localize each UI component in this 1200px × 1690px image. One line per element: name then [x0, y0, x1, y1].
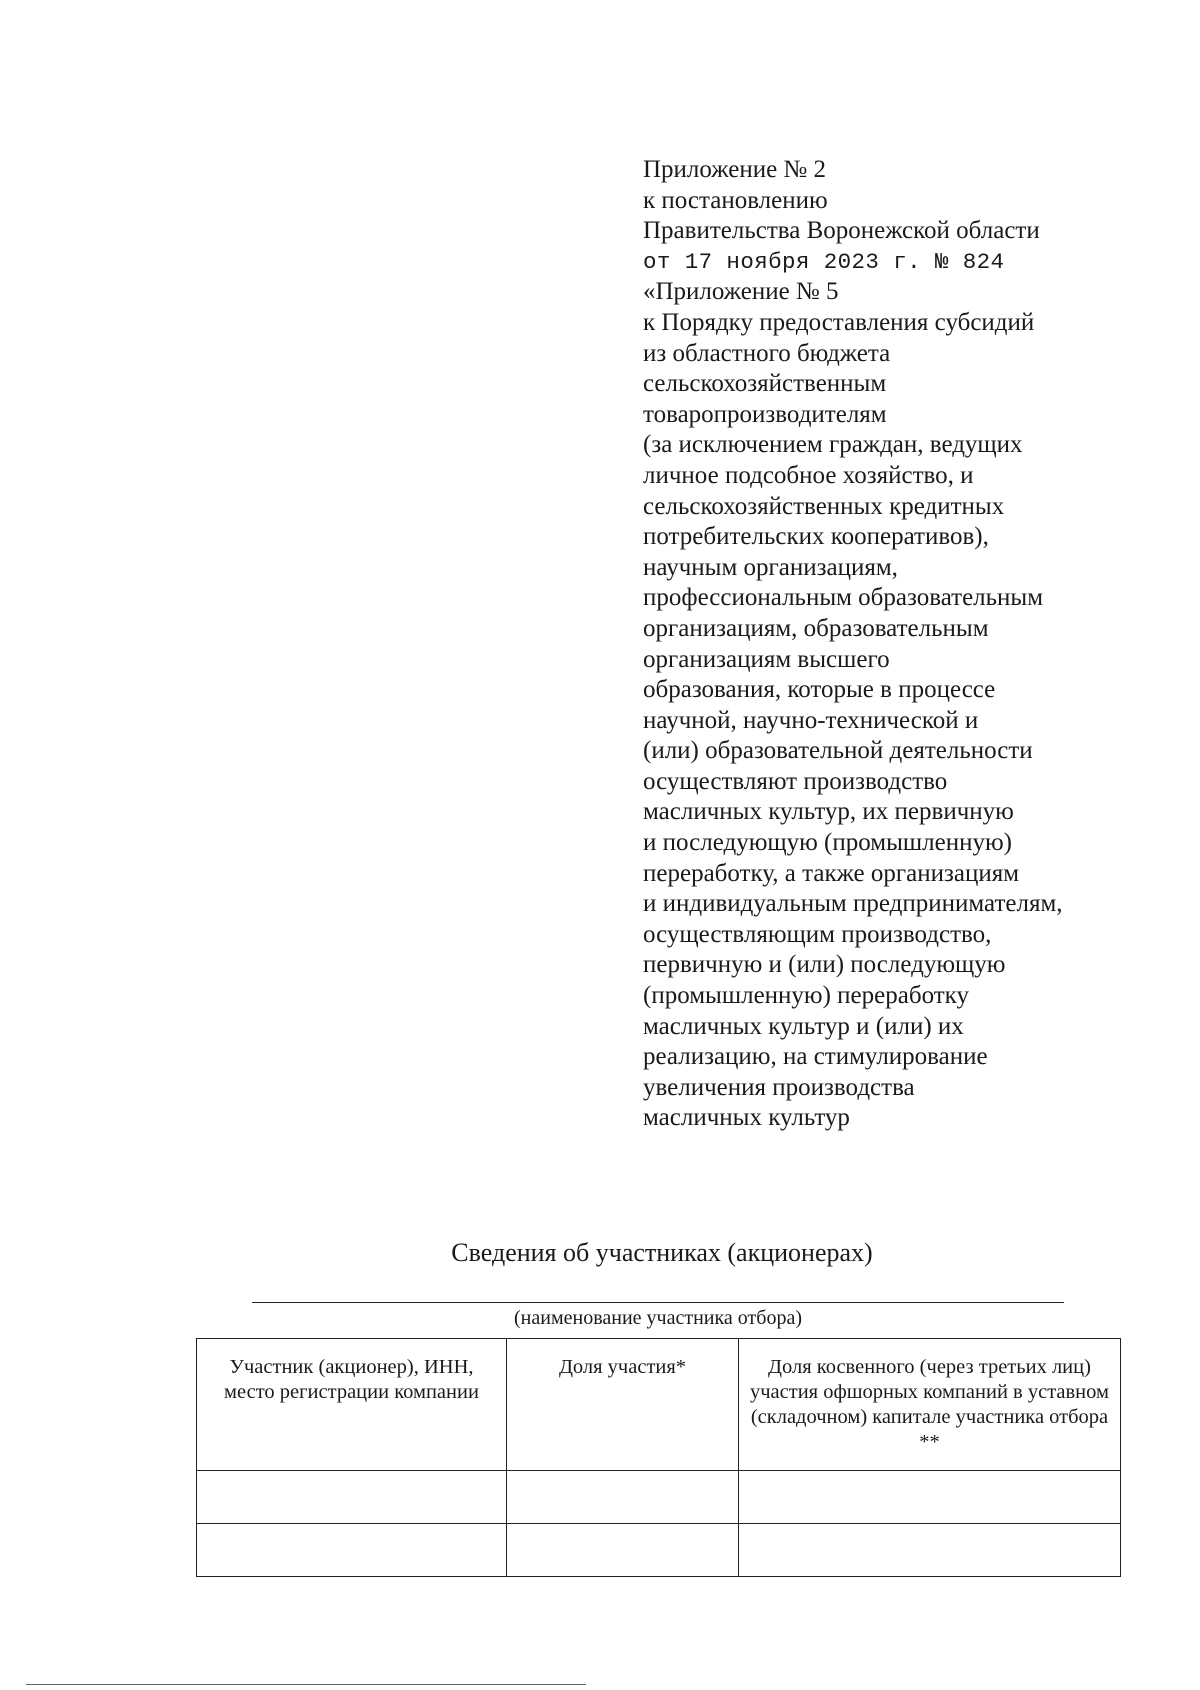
table-cell	[197, 1471, 507, 1524]
appendix-line: (промышленную) переработку	[643, 982, 969, 1010]
appendix-line: осуществляют производство	[643, 767, 948, 795]
document-title: Сведения об участниках (акционерах)	[451, 1238, 873, 1267]
appendix-line: профессиональным образовательным	[643, 584, 1044, 612]
appendix-line: к постановлению	[643, 186, 828, 214]
appendix-line: Приложение № 2	[643, 156, 827, 183]
appendix-line: и индивидуальным предпринимателям,	[643, 890, 1063, 918]
participant-name-underline	[252, 1302, 1064, 1303]
appendix-line: сельскохозяйственных кредитных	[643, 492, 1005, 520]
column-header-participant: Участник (акционер), ИНН, место регистрации компании	[197, 1339, 507, 1471]
appendix-line: к Порядку предоставления субсидий	[643, 308, 1035, 336]
appendix-line: масличных культур	[643, 1104, 850, 1132]
appendix-line: личное подсобное хозяйство, и	[643, 461, 974, 489]
appendix-line: сельскохозяйственным	[643, 370, 887, 398]
appendix-line: образования, которые в процессе	[643, 676, 996, 704]
appendix-line: организациям высшего	[643, 645, 890, 673]
appendix-line: осуществляющим производство,	[643, 920, 992, 948]
appendix-line: научным организациям,	[643, 553, 898, 581]
appendix-line: организациям, образовательным	[643, 614, 989, 642]
appendix-line: масличных культур, их первичную	[643, 798, 1014, 826]
appendix-line: увеличения производства	[643, 1073, 915, 1101]
table-cell	[739, 1471, 1121, 1524]
appendix-line: Правительства Воронежской области	[643, 217, 1040, 245]
appendix-line: (за исключением граждан, ведущих	[643, 431, 1023, 459]
participant-name-caption: (наименование участника отбора)	[514, 1307, 802, 1329]
appendix-line: реализацию, на стимулирование	[643, 1043, 988, 1071]
appendix-line: переработку, а также организациям	[643, 859, 1020, 887]
table-cell	[507, 1471, 739, 1524]
appendix-header	[643, 155, 1163, 1134]
appendix-line: товаропроизводителям	[643, 400, 887, 428]
appendix-line: (или) образовательной деятельности	[643, 737, 1033, 765]
table-cell	[507, 1524, 739, 1577]
appendix-line: потребительских кооперативов),	[643, 523, 989, 551]
appendix-line: из областного бюджета	[643, 339, 891, 367]
appendix-line: «Приложение № 5	[643, 278, 839, 306]
column-header-offshore-share: Доля косвенного (через третьих лиц) участия офшорных компаний в уставном (складочном) капитале участника отбора **	[739, 1339, 1121, 1471]
appendix-line: первичную и (или) последующую	[643, 951, 1006, 979]
table-header-row	[197, 1339, 1121, 1471]
table-cell	[739, 1524, 1121, 1577]
table-row	[197, 1471, 1121, 1524]
resolution-date-line: от 17 ноября 2023 г. № 824	[643, 248, 1005, 275]
appendix-line: масличных культур и (или) их	[643, 1012, 964, 1040]
page-bottom-rule	[26, 1684, 586, 1685]
table-row	[197, 1524, 1121, 1577]
table-cell	[197, 1524, 507, 1577]
column-header-share: Доля участия*	[507, 1339, 739, 1471]
shareholders-table	[196, 1338, 1121, 1577]
appendix-line: научной, научно-технической и	[643, 706, 979, 734]
appendix-line: и последующую (промышленную)	[643, 829, 1012, 857]
